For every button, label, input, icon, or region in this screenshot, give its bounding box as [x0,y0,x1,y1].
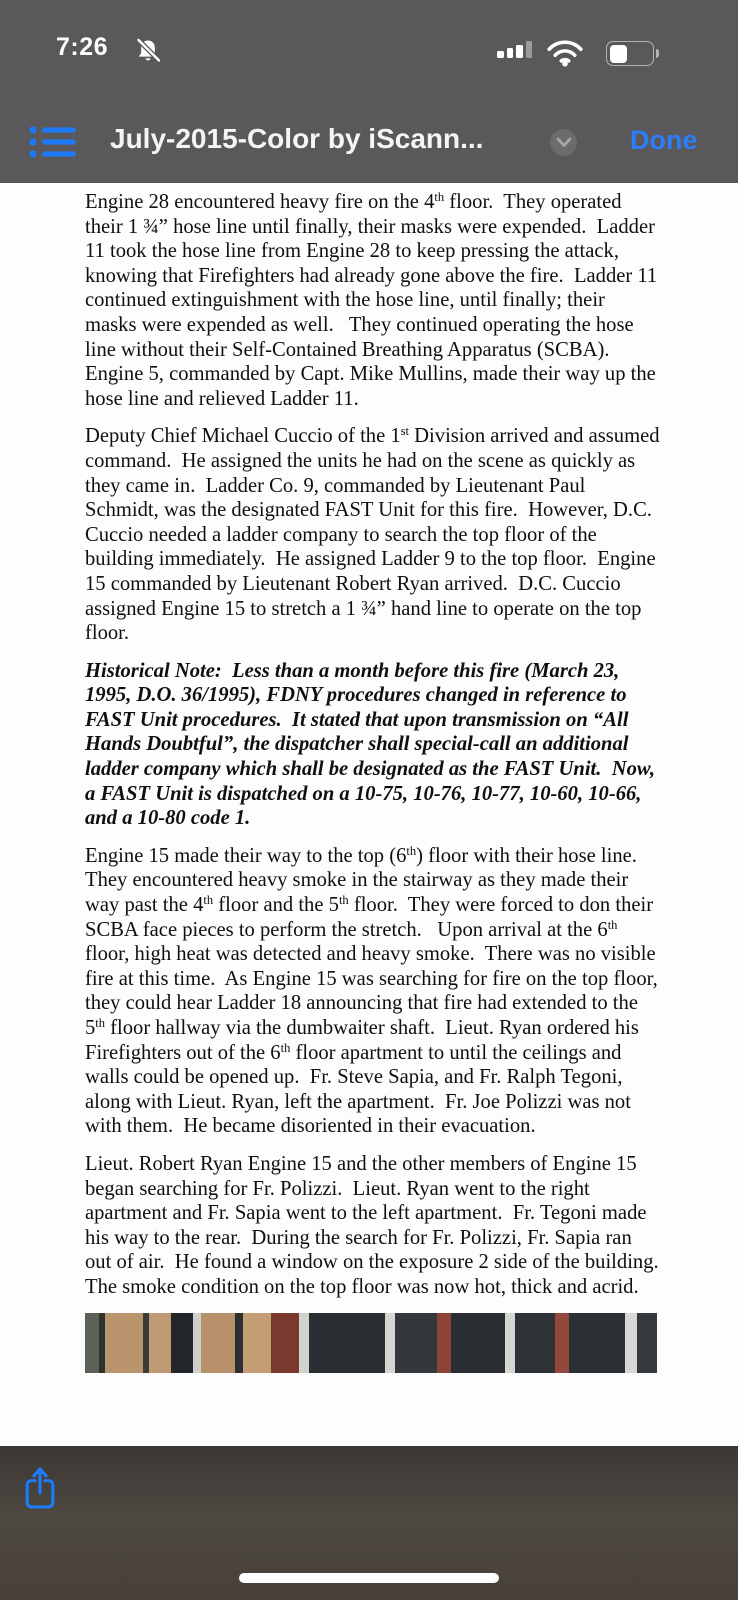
signal-bar [516,45,523,59]
battery-icon [606,41,654,66]
wifi-icon [546,39,584,67]
share-button[interactable] [24,1466,56,1513]
done-button[interactable]: Done [630,125,698,155]
bottom-toolbar [0,1446,738,1600]
battery-fill [610,45,627,63]
document-title: July-2015-Color by iScann... [110,123,484,154]
bell-slash-icon [133,37,163,67]
signal-bar [507,48,514,59]
chevron-down-icon [556,137,572,148]
signal-bar [526,41,533,58]
share-icon [24,1466,56,1510]
top-chrome [0,0,738,183]
body-paragraph: Lieut. Robert Ryan Engine 15 and the other members of Engine 15 began searching for Fr. Polizzi. Lieut. Ryan went to the right apartment and Fr. Sapia went to the left apartment. Fr. Tegoni made his way to the rear. During the search for Fr. Polizzi, Fr. Sapia ran out of air. He found a window on the exposure 2 side of the building. The smoke condition on the top floor was now hot, thick and acrid. [85,1152,669,1298]
signal-bar [497,51,504,58]
title-expand-button[interactable] [550,129,577,156]
historical-note-paragraph: Historical Note: Less than a month before this fire (March 23, 1995, D.O. 36/1995), FDNY procedures changed in reference to FAST Unit procedures. It stated that upon transmission on “All Hands Doubtful”, the dispatcher shall special-call an additional ladder company which shall be designated as the FAST Unit. Now, a FAST Unit is dispatched on a 10-75, 10-76, 10-77, 10-60, 10-66, and a 10-80 code 1. [85,659,661,830]
body-paragraph: Engine 28 encountered heavy fire on the 4th floor. They operated their 1 ¾” hose line until finally, their masks were expended. Ladder 11 took the hose line from Engine 28 to keep pressing the attack, knowing that Firefighters had already gone above the fire. Ladder 11 continued extinguishment with the hose line, until finally; their masks were expended as well. They continued operating the hose line without their Self-Contained Breathing Apparatus (SCBA). Engine 5, commanded by Capt. Mike Mullins, made their way up the hose line and relieved Ladder 11. [85,190,663,410]
home-indicator[interactable] [239,1573,499,1583]
list-bullet-icon[interactable] [28,124,80,160]
body-paragraph: Engine 15 made their way to the top (6th) floor with their hose line. They encountered heavy smoke in the stairway as they made their way past the 4th floor and the 5th floor. They were forced to don their SCBA face pieces to perform the stretch. Upon arrival at the 6th floor, high heat was detected and heavy smoke. There was no visible fire at this time. As Engine 15 was searching for fire on the top floor, they could hear Ladder 18 announcing that fire had extended to the 5th floor hallway via the dumbwaiter shaft. Lieut. Ryan ordered his Firefighters out of the 6th floor apartment to until the ceilings and walls could be opened up. Fr. Steve Sapia, and Fr. Ralph Tegoni, along with Lieut. Ryan, left the apartment. Fr. Joe Polizzi was not with them. He became disoriented in their evacuation. [85,843,663,1138]
cellular-signal-icon [497,41,532,58]
status-time: 7:26 [56,33,109,61]
battery-cap [656,49,660,58]
body-paragraph: Deputy Chief Michael Cuccio of the 1st Division arrived and assumed command. He assigned the units he had on the scene as quickly as they came in. Ladder Co. 9, commanded by Lieutenant Paul Schmidt, was the designated FAST Unit for this fire. However, D.C. Cuccio needed a ladder company to search the top floor of the building immediately. He assigned Ladder 9 to the top floor. Engine 15 commanded by Lieutenant Robert Ryan arrived. D.C. Cuccio assigned Engine 15 to stretch a 1 ¾” hand line to operate on the top floor. [85,424,665,645]
document-page[interactable] [0,183,738,1446]
document-text [85,190,669,1300]
building-photo-sliver [85,1313,657,1373]
